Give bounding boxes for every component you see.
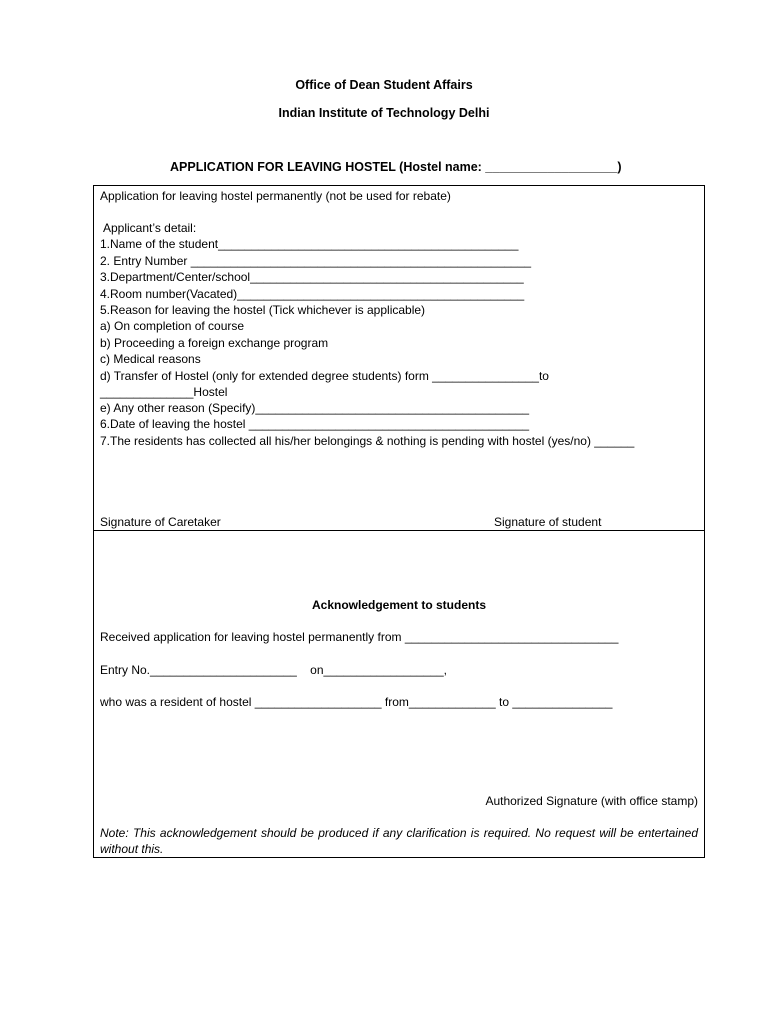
reason-option-b: b) Proceeding a foreign exchange program xyxy=(100,336,329,350)
office-heading: Office of Dean Student Affairs xyxy=(295,78,473,92)
reason-option-d: d) Transfer of Hostel (only for extended degree students) form ________________to xyxy=(100,369,549,383)
student-signature-label: Signature of student xyxy=(494,515,602,529)
field-belongings-collected: 7.The residents has collected all his/her belongings & nothing is pending with hostel (yes/no) ______ xyxy=(100,434,635,448)
resident-of-hostel-line: who was a resident of hostel ___________________ from_____________ to _______________ xyxy=(100,695,613,709)
reason-option-c: c) Medical reasons xyxy=(100,352,201,366)
authorized-signature-label: Authorized Signature (with office stamp) xyxy=(485,794,698,808)
institute-heading: Indian Institute of Technology Delhi xyxy=(278,106,490,120)
field-room-number: 4.Room number(Vacated)___________________________________________ xyxy=(100,287,525,301)
acknowledgement-heading: Acknowledgement to students xyxy=(311,598,487,612)
entry-number-line: Entry No.______________________ on__________________, xyxy=(100,663,447,677)
applicant-detail-label: Applicant’s detail: xyxy=(103,221,197,235)
acknowledgement-section xyxy=(93,530,705,858)
reason-option-e: e) Any other reason (Specify)_________________________________________ xyxy=(100,401,530,415)
field-reason-heading: 5.Reason for leaving the hostel (Tick whichever is applicable) xyxy=(100,303,426,317)
form-title: APPLICATION FOR LEAVING HOSTEL (Hostel name: ___________________) xyxy=(170,160,622,174)
application-heading: Application for leaving hostel permanently (not be used for rebate) xyxy=(100,189,451,203)
received-application-line: Received application for leaving hostel permanently from ________________________________ xyxy=(100,630,619,644)
field-entry-number: 2. Entry Number ___________________________________________________ xyxy=(100,254,532,268)
field-department: 3.Department/Center/school_________________________________________ xyxy=(100,270,524,284)
reason-option-d-continued: ______________Hostel xyxy=(100,385,228,399)
field-date-of-leaving: 6.Date of leaving the hostel __________________________________________ xyxy=(100,417,530,431)
reason-option-a: a) On completion of course xyxy=(100,319,245,333)
caretaker-signature-label: Signature of Caretaker xyxy=(100,515,221,529)
field-student-name: 1.Name of the student_____________________________________________ xyxy=(100,237,519,251)
acknowledgement-note: Note: This acknowledgement should be produced if any clarification is required. No request will be entertained without this. xyxy=(100,826,698,856)
application-section xyxy=(93,185,705,531)
